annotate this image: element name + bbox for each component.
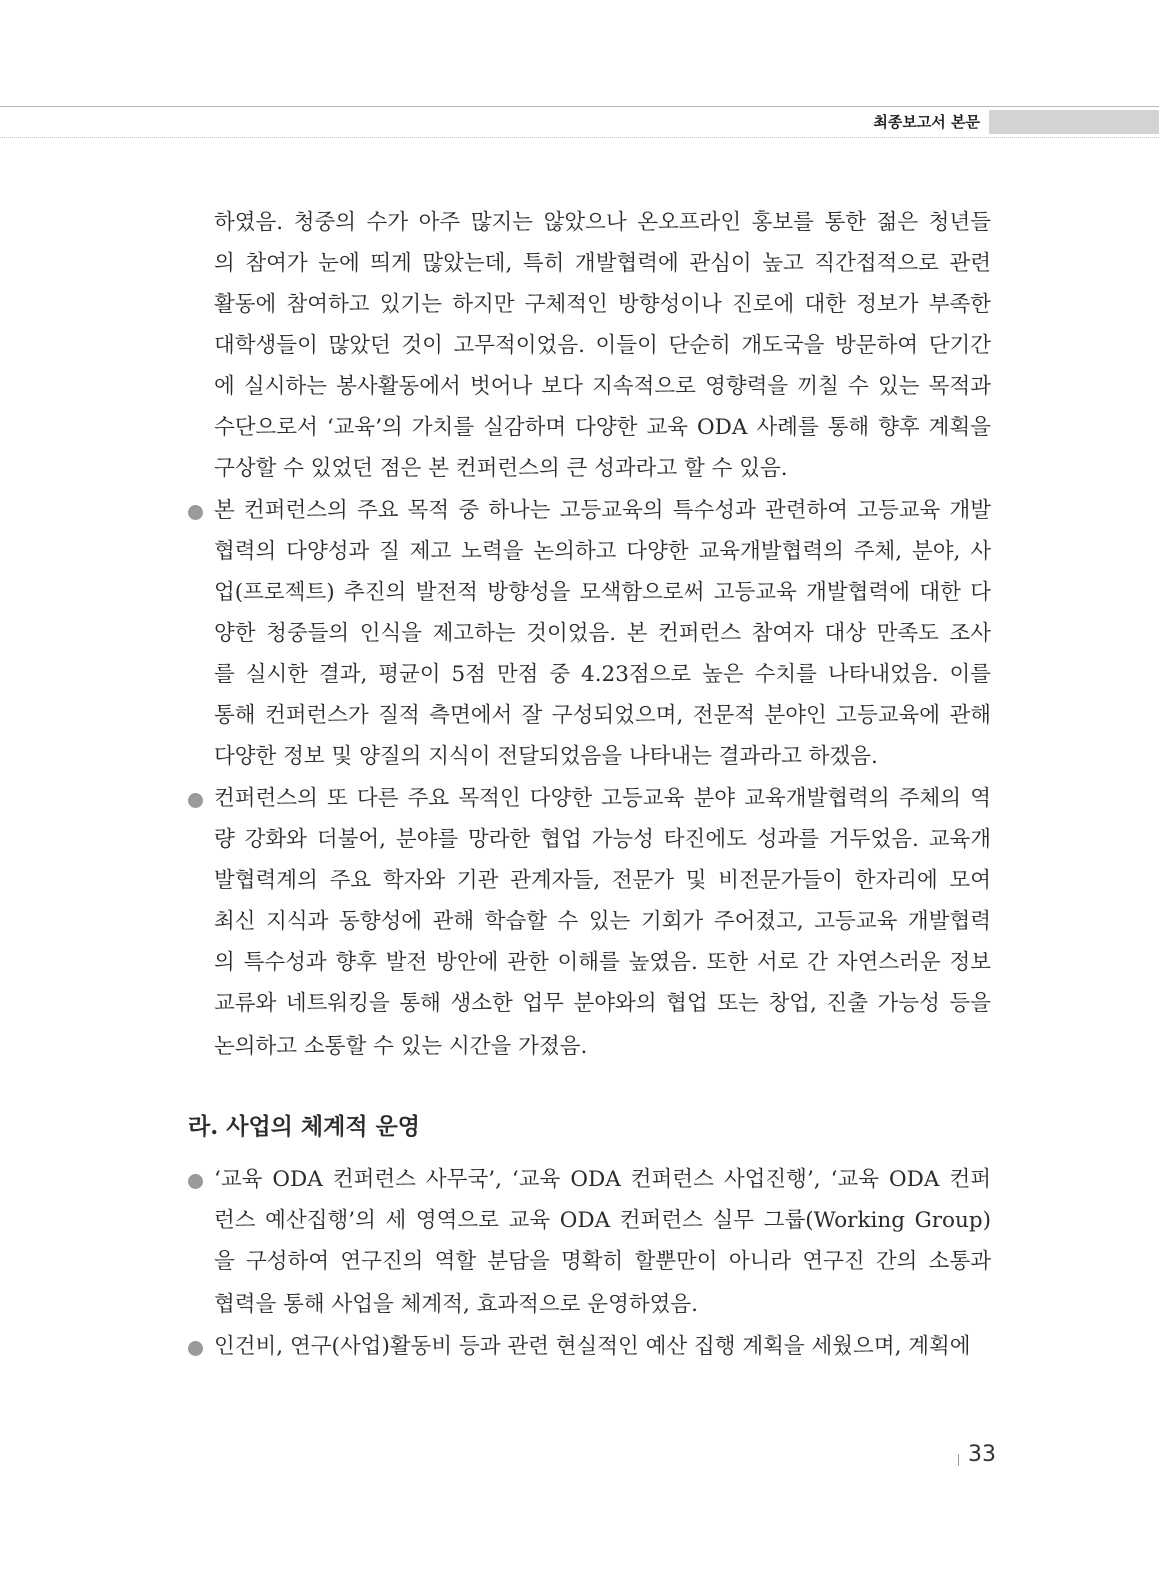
text-line: 수단으로서 ‘교육’의 가치를 실감하며 다양한 교육 ODA 사례를 통해 향후 계획을 [214,415,991,440]
text-line: ‘교육 ODA 컨퍼런스 사무국’, ‘교육 ODA 컨퍼런스 사업진행’, ‘교육 ODA 컨퍼 [214,1167,991,1192]
section-heading: 라. 사업의 체계적 운영 [188,1113,420,1140]
running-header: 최종보고서 본문 [873,113,980,131]
bullet-icon [188,793,203,808]
bullet-icon [188,1341,203,1356]
text-line: 업(프로젝트) 추진의 발전적 방향성을 모색함으로써 고등교육 개발협력에 대한 다 [214,580,991,605]
header-bar [989,110,1159,134]
text-line: 협력을 통해 사업을 체계적, 효과적으로 운영하였음. [214,1292,698,1317]
text-line: 을 구성하여 연구진의 역할 분담을 명확히 할뿐만이 아니라 연구진 간의 소통과 [214,1249,991,1274]
header-rule [0,106,1159,107]
bullet-icon [188,505,203,520]
text-line: 구상할 수 있었던 점은 본 컨퍼런스의 큰 성과라고 할 수 있음. [214,456,788,481]
header-dotted-rule [0,137,1159,138]
page-separator [958,1454,959,1466]
text-line: 대학생들이 많았던 것이 고무적이었음. 이들이 단순히 개도국을 방문하여 단기간 [214,333,991,358]
text-line: 활동에 참여하고 있기는 하지만 구체적인 방향성이나 진로에 대한 정보가 부족한 [214,292,991,317]
page-number: 33 [968,1442,996,1467]
text-line: 의 특수성과 향후 발전 방안에 관한 이해를 높였음. 또한 서로 간 자연스러운 정보 [214,950,991,975]
text-line: 교류와 네트워킹을 통해 생소한 업무 분야와의 협업 또는 창업, 진출 가능성 등을 [214,991,991,1016]
text-line: 논의하고 소통할 수 있는 시간을 가졌음. [214,1034,588,1059]
text-line: 발협력계의 주요 학자와 기관 관계자들, 전문가 및 비전문가들이 한자리에 모여 [214,868,991,893]
text-line: 본 컨퍼런스의 주요 목적 중 하나는 고등교육의 특수성과 관련하여 고등교육 개발 [214,498,991,523]
text-line: 협력의 다양성과 질 제고 노력을 논의하고 다양한 교육개발협력의 주체, 분야, 사 [214,539,991,564]
text-line: 양한 청중들의 인식을 제고하는 것이었음. 본 컨퍼런스 참여자 대상 만족도 조사 [214,621,991,646]
text-line: 다양한 정보 및 양질의 지식이 전달되었음을 나타내는 결과라고 하겠음. [214,744,878,769]
text-line: 인건비, 연구(사업)활동비 등과 관련 현실적인 예산 집행 계획을 세웠으며, 계획에 [214,1334,971,1359]
text-line: 에 실시하는 봉사활동에서 벗어나 보다 지속적으로 영향력을 끼칠 수 있는 목적과 [214,374,991,399]
bullet-icon [188,1174,203,1189]
text-line: 하였음. 청중의 수가 아주 많지는 않았으나 온오프라인 홍보를 통한 젊은 청년들 [214,210,991,235]
text-line: 런스 예산집행’의 세 영역으로 교육 ODA 컨퍼런스 실무 그룹(Working Group) [214,1208,991,1233]
text-line: 의 참여가 눈에 띄게 많았는데, 특히 개발협력에 관심이 높고 직간접적으로 관련 [214,251,991,276]
text-line: 량 강화와 더불어, 분야를 망라한 협업 가능성 타진에도 성과를 거두었음. 교육개 [214,827,991,852]
text-line: 최신 지식과 동향성에 관해 학습할 수 있는 기회가 주어졌고, 고등교육 개발협력 [214,909,991,934]
text-line: 통해 컨퍼런스가 질적 측면에서 잘 구성되었으며, 전문적 분야인 고등교육에 관해 [214,703,991,728]
page-footer [950,1440,1010,1472]
text-line: 컨퍼런스의 또 다른 주요 목적인 다양한 고등교육 분야 교육개발협력의 주체의 역 [214,786,991,811]
text-line: 를 실시한 결과, 평균이 5점 만점 중 4.23점으로 높은 수치를 나타내었음. 이를 [214,662,991,687]
